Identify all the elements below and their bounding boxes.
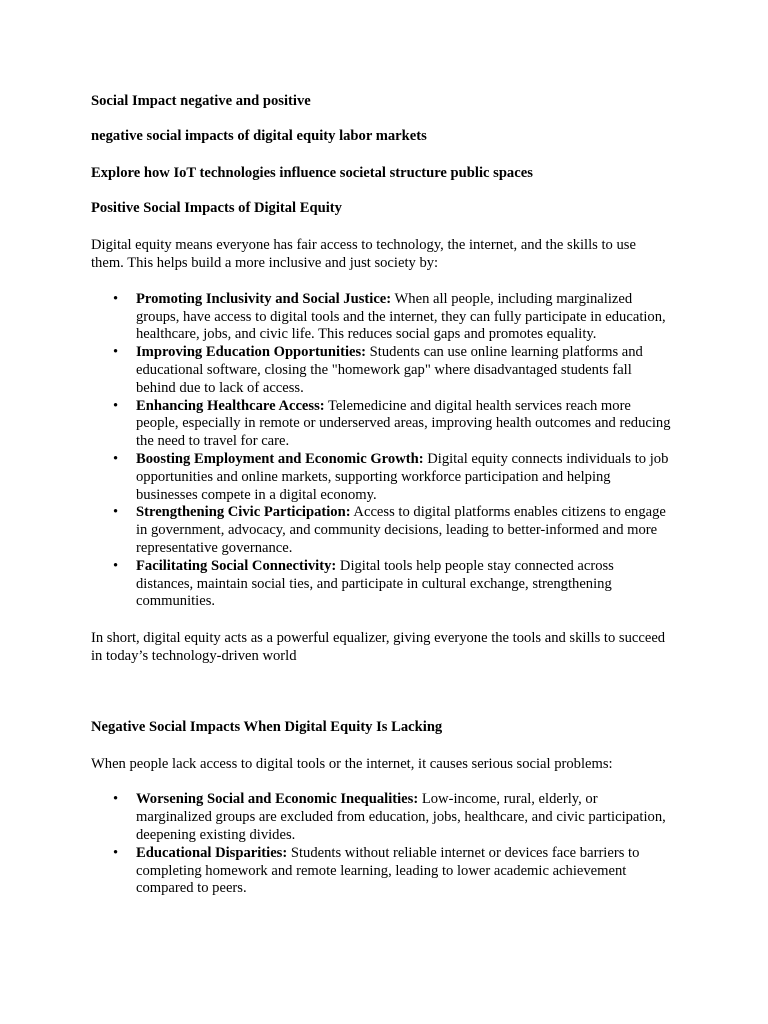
list-item-text: Digital equity connects individuals to job opportunities and online markets, supporting workforce participation and helping businesses compete in a digital economy.	[136, 450, 669, 503]
bullet-icon: •	[113, 450, 119, 467]
list-item	[91, 344, 671, 397]
bullet-icon: •	[113, 344, 119, 361]
list-item	[91, 291, 671, 344]
list-item	[91, 791, 671, 844]
heading-negative-impacts: Negative Social Impacts When Digital Equity Is Lacking	[91, 718, 443, 735]
list-item-term: Facilitating Social Connectivity:	[136, 557, 337, 574]
list-item	[91, 451, 671, 504]
list-item-term: Strengthening Civic Participation:	[136, 504, 351, 521]
list-item-term: Worsening Social and Economic Inequalities:	[136, 791, 419, 808]
section-spacer	[91, 666, 671, 719]
list-item-text: When all people, including marginalized groups, have access to digital tools and the internet, they can fully participate in education, healthcare, jobs, and civic life. This reduces social gaps and promotes equality.	[136, 290, 666, 343]
bullet-icon: •	[113, 844, 119, 861]
heading-labor-markets: negative social impacts of digital equity labor markets	[91, 127, 427, 144]
negative-impacts-list	[91, 791, 671, 898]
list-item-text: Students can use online learning platforms and educational software, closing the "homework gap" where disadvantaged students fall behind due to lack of access.	[136, 344, 643, 396]
list-item-text: Access to digital platforms enables citizens to engage in government, advocacy, and community decisions, leading to better-informed and more representative governance.	[136, 504, 666, 556]
positive-intro: Digital equity means everyone has fair access to technology, the internet, and the skills to use them. This helps build a more inclusive and just society by:	[91, 237, 636, 271]
heading-iot: Explore how IoT technologies influence societal structure public spaces	[91, 164, 533, 181]
list-item-text: Digital tools help people stay connected across distances, maintain social ties, and participate in cultural exchange, strengthening communities.	[136, 557, 614, 610]
heading-positive-impacts: Positive Social Impacts of Digital Equity	[91, 200, 342, 217]
negative-intro: When people lack access to digital tools or the internet, it causes serious social problems:	[91, 755, 613, 772]
list-item	[91, 845, 671, 898]
list-item	[91, 504, 671, 557]
document-page	[91, 93, 671, 898]
bullet-icon: •	[113, 290, 119, 307]
list-item-term: Enhancing Healthcare Access:	[136, 397, 325, 414]
list-item-term: Educational Disparities:	[136, 844, 288, 861]
list-item-term: Improving Education Opportunities:	[136, 344, 367, 361]
bullet-icon: •	[113, 397, 119, 414]
list-item-text: Telemedicine and digital health services reach more people, especially in remote or underserved areas, improving health outcomes and reducing the need to travel for care.	[136, 397, 671, 450]
list-item-text: Students without reliable internet or devices face barriers to completing homework and remote learning, leading to lower academic achievement compared to peers.	[136, 844, 640, 897]
bullet-icon: •	[113, 791, 119, 808]
list-item-term: Promoting Inclusivity and Social Justice:	[136, 290, 392, 307]
bullet-icon: •	[113, 504, 119, 521]
list-item-text: Low-income, rural, elderly, or marginalized groups are excluded from education, jobs, healthcare, and civic participation, deepening existing divides.	[136, 791, 666, 843]
bullet-icon: •	[113, 557, 119, 574]
positive-summary: In short, digital equity acts as a powerful equalizer, giving everyone the tools and skills to succeed in today’s technology-driven world	[91, 630, 666, 664]
list-item	[91, 558, 671, 611]
positive-impacts-list	[91, 291, 671, 611]
list-item	[91, 398, 671, 451]
document-title: Social Impact negative and positive	[91, 93, 311, 109]
list-item-term: Boosting Employment and Economic Growth:	[136, 450, 424, 467]
